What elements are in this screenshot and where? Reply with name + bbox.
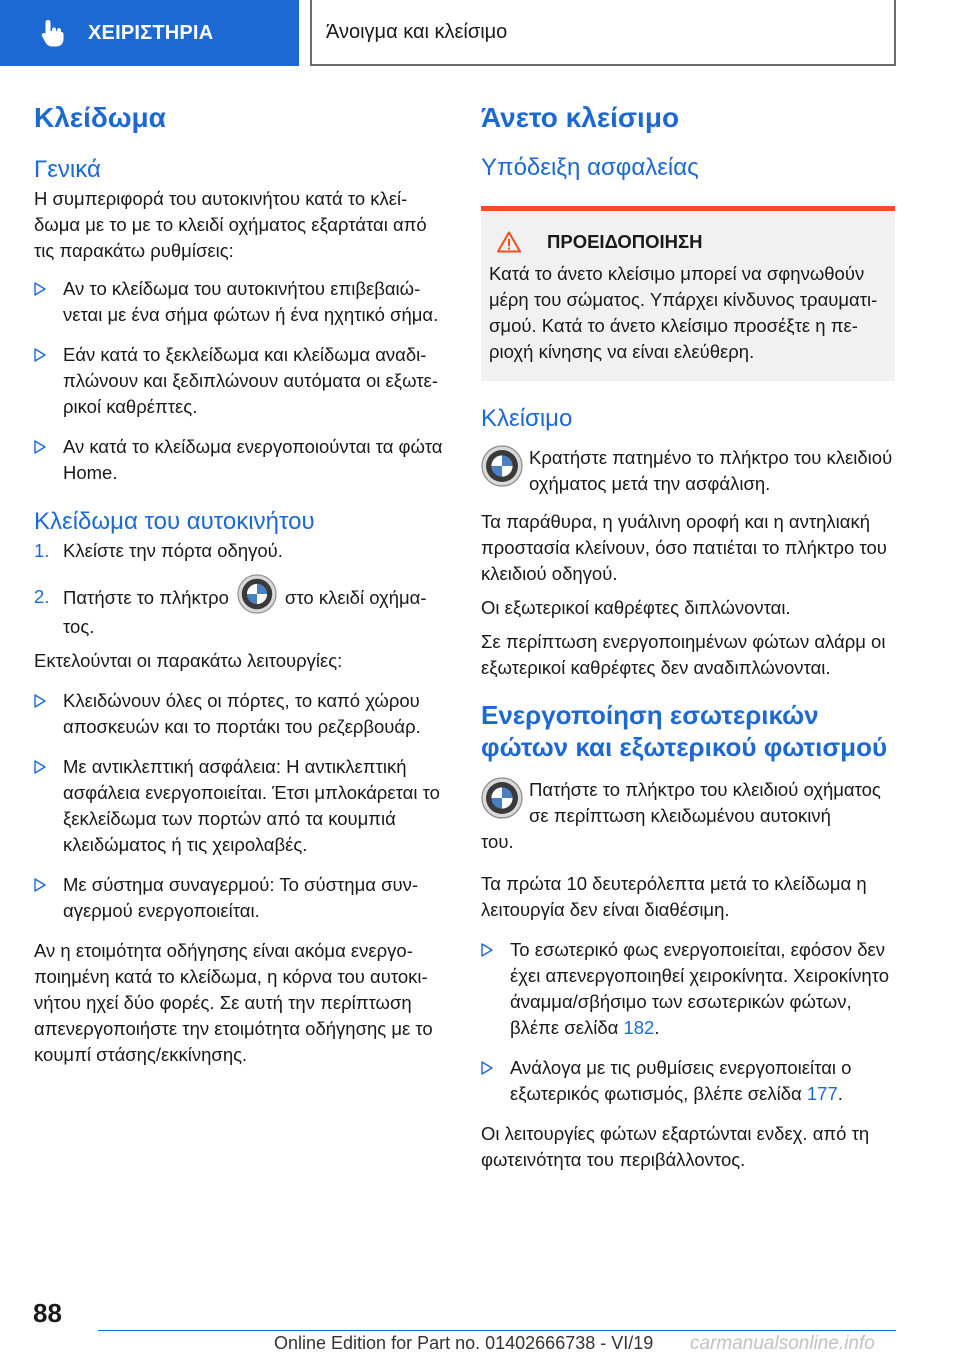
page-link-182[interactable]: 182 <box>623 1017 655 1038</box>
warning-text: Κατά το άνετο κλείσιμο μπορεί να σφηνωθούν μέρη του σώματος. Υπάρχει κίνδυνος τραυματισμού. Κατά το άνετο κλείσιμο προσέξτε η περιοχή κίνησης να είναι ελεύθερη. <box>489 263 878 362</box>
functions-intro: Εκτελούνται οι παρακάτω λειτουργίες: <box>34 650 343 671</box>
functions-bullet-list <box>34 688 446 924</box>
general-bullet-list <box>34 276 446 486</box>
lights-key-tail: του. <box>481 831 514 852</box>
chapter-tab[interactable] <box>310 0 896 66</box>
warning-triangle-icon <box>497 231 521 253</box>
lock-steps-list <box>34 538 446 640</box>
lights-text-delay: Τα πρώτα 10 δευτερόλεπτα μετά το κλείδωμα η λειτουργία δεν είναι διαθέσιμη. <box>481 873 867 920</box>
bmw-key-button-icon <box>481 445 523 487</box>
triangle-bullet-icon <box>34 440 46 454</box>
lights-text-brightness: Οι λειτουργίες φώτων εξαρτώνται ενδεχ. από τη φωτεινότητα του περιβάλλοντος. <box>481 1123 870 1170</box>
step-item: 2. Πατήστε το πλήκτρο στο κλειδί οχήματος. <box>34 584 446 640</box>
lock-vehicle-heading: Κλείδωμα του αυτοκινήτου <box>34 508 315 535</box>
safety-heading: Υπόδειξη ασφαλείας <box>481 154 699 181</box>
list-item: Αν κατά το κλείδωμα ενεργοποιούνται τα φώτα Home. <box>34 434 446 486</box>
triangle-bullet-icon <box>34 694 46 708</box>
edition-text: Online Edition for Part no. 01402666738 - VI/19 <box>274 1333 654 1353</box>
left-column <box>34 98 446 1076</box>
warning-title-row <box>497 231 887 253</box>
triangle-bullet-icon <box>481 943 493 957</box>
list-item: Με αντικλεπτική ασφάλεια: Η αντικλεπτική ασφάλεια ενεργοποιείται. Έτσι μπλοκάρεται το ξεκλείδωμα των πορτών από τα κουμπιά κλειδώματος ή τις χειρολαβές. <box>34 754 446 858</box>
lights-bullet-list <box>481 937 895 1107</box>
step-item: 1. Κλείστε την πόρτα οδηγού. <box>34 540 283 561</box>
lights-key-instruction: Πατήστε το πλήκτρο του κλειδιού οχήματος σε περίπτωση κλειδωμένου αυτοκινή <box>481 777 895 829</box>
bmw-key-button-icon <box>481 777 523 819</box>
hand-pointer-icon <box>40 18 66 48</box>
general-heading: Γενικά <box>34 156 101 183</box>
list-item: Με σύστημα συναγερμού: Το σύστημα συναγερμού ενεργοποιείται. <box>34 872 446 924</box>
warning-box <box>481 206 895 381</box>
lights-heading: Ενεργοποίηση εσωτερικών φώτων και εξωτερικού φωτισμού <box>481 700 888 762</box>
page-header <box>0 0 960 66</box>
list-item: Ανάλογα με τις ρυθμίσεις ενεργοποιείται ο εξωτερικός φωτισμός, βλέπε σελίδα 177. <box>481 1055 895 1107</box>
list-item: Κλειδώνουν όλες οι πόρτες, το καπό χώρου αποσκευών και το πορτάκι του ρεζερβουάρ. <box>34 688 446 740</box>
page-link-177[interactable]: 177 <box>806 1083 838 1104</box>
close-key-instruction: Κρατήστε πατημένο το πλήκτρο του κλειδιού οχήματος μετά την ασφάλιση. <box>481 445 895 497</box>
triangle-bullet-icon <box>34 348 46 362</box>
list-item: Εάν κατά το ξεκλείδωμα και κλείδωμα αναδιπλώνουν και ξεδιπλώνουν αυτόματα οι εξωτερικοί καθρέπτες. <box>34 342 446 420</box>
list-item: Το εσωτερικό φως ενεργοποιείται, εφόσον δεν έχει απενεργοποιηθεί χειροκίνητα. Χειροκίνητο άναμμα/σβήσιμο των εσωτερικών φώτων, βλέπε σελίδα 182. <box>481 937 895 1041</box>
section-tab-label: ΧΕΙΡΙΣΤΗΡΙΑ <box>88 21 214 44</box>
close-text-hazard: Σε περίπτωση ενεργοποιημένων φώτων αλάρμ οι εξωτερικοί καθρέφτες δεν αναδιπλώνονται. <box>481 631 886 678</box>
list-item: Αν το κλείδωμα του αυτοκινήτου επιβεβαιώνεται με ένα σήμα φώτων ή ένα ηχητικό σήμα. <box>34 276 446 328</box>
chapter-tab-label: Άνοιγμα και κλείσιμο <box>326 20 508 43</box>
driving-ready-text: Αν η ετοιμότητα οδήγησης είναι ακόμα ενεργοποιημένη κατά το κλείδωμα, η κόρνα του αυτοκινήτου ηχεί δύο φορές. Σε αυτή την περίπτωση απενεργοποιήστε την ετοιμότητα οδήγησης με το κουμπί στάσης/εκκίνησης. <box>34 940 433 1065</box>
triangle-bullet-icon <box>34 282 46 296</box>
triangle-bullet-icon <box>34 760 46 774</box>
close-heading: Κλείσιμο <box>481 405 573 432</box>
bmw-key-button-icon <box>237 574 277 614</box>
locking-title: Κλείδωμα <box>34 102 166 133</box>
section-tab-controls[interactable] <box>0 0 299 66</box>
footer-divider <box>98 1330 896 1331</box>
comfort-close-title: Άνετο κλείσιμο <box>481 102 680 133</box>
triangle-bullet-icon <box>34 878 46 892</box>
triangle-bullet-icon <box>481 1061 493 1075</box>
close-text-mirrors: Οι εξωτερικοί καθρέφτες διπλώνονται. <box>481 597 791 618</box>
page-number: 88 <box>33 1298 62 1328</box>
close-text-windows: Τα παράθυρα, η γυάλινη οροφή και η αντηλιακή προστασία κλείνουν, όσο πατιέται το πλήκτρο του κλειδιού οδηγού. <box>481 511 887 584</box>
right-column <box>481 98 895 1181</box>
warning-title: ΠΡΟΕΙΔΟΠΟΙΗΣΗ <box>547 231 703 252</box>
watermark-text: carmanualsonline.info <box>690 1333 875 1354</box>
general-text: Η συμπεριφορά του αυτοκινήτου κατά το κλείδωμα με το με το κλειδί οχήματος εξαρτάται από τις παρακάτω ρυθμίσεις: <box>34 188 427 261</box>
